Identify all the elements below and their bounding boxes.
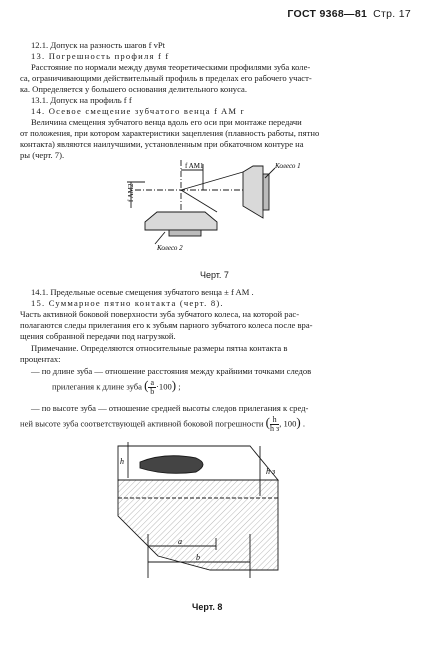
standard-number: ГОСТ 9368—81 (287, 8, 368, 20)
label-h: h (120, 457, 124, 466)
figure-8-caption: Черт. 8 (192, 602, 223, 612)
formula-lead-text: прилегания к длине зуба (52, 381, 142, 392)
section-heading: 15. Суммарное пятно контакта (черт. 8). (31, 298, 224, 308)
label-fam1: f AM1 (185, 162, 204, 170)
wheel-2-hub (169, 230, 201, 236)
cone-line (181, 172, 243, 190)
label-fam2: f AM2 (127, 183, 135, 202)
text-line: 14.1. Предельные осевые смещения зубчатого венца ± f AM . (31, 287, 254, 297)
figure-7-caption: Черт. 7 (200, 270, 229, 280)
paren-open: ( (265, 414, 271, 430)
label-wheel-2: Колесо 2 (157, 244, 183, 252)
section-heading: 14. Осевое смещение зубчатого венца f AM r (31, 106, 245, 116)
paren-close: ) (296, 414, 301, 430)
section-heading: 13. Погрешность профиля f f (31, 51, 170, 61)
text-line: полагаются следы прилегания его к зубьям парного зубчатого колеса после вра- (20, 320, 313, 330)
note-heading: Примечание. Определяются относительные размеры пятна контакта в (31, 343, 288, 353)
text-line: контакта) являются наилучшими, установленным при обкаточном контуре на (20, 139, 304, 149)
cone-line (181, 190, 217, 212)
label-hz: h з (266, 467, 276, 476)
wheel-2-shape (145, 212, 217, 230)
paren-open: ( (144, 377, 149, 393)
fraction-a-b: $\frac{a}{b}$ (150, 378, 155, 396)
text-line: 13.1. Допуск на профиль f f (31, 95, 132, 105)
fraction-h-hz: $\frac{h}{\text{h з}}$ (270, 415, 280, 433)
label-wheel-1: Колесо 1 (275, 162, 301, 170)
text-line: ры (черт. 7). (20, 150, 65, 160)
text-line: от положения, при котором характеристики зацепления (плавность работы, пятно (20, 128, 320, 138)
formula-tail: . (302, 418, 306, 429)
text-line: процентах: (20, 354, 61, 364)
text-line: 12.1. Допуск на разность шагов f vPt (31, 40, 166, 50)
text-line: Часть активной боковой поверхности зуба зубчатого колеса, на которой рас- (20, 309, 300, 319)
text-line: — по длине зуба — отношение расстояния между крайними точками следов (31, 366, 312, 376)
formula-lead-text: ней высоте зуба соответствующей активной боковой погрешности (20, 418, 264, 429)
text-line: ка. Определяется у большего основания делительного конуса. (20, 84, 247, 94)
text-line: Расстояние по нормали между двумя теоретическими профилями зуба коле- (31, 62, 311, 72)
text-line: щения собранной передачи под нагрузкой. (20, 331, 176, 341)
formula-multiplier: , 100 (279, 418, 297, 429)
formula-tail: ; (178, 381, 181, 392)
text-line: — по высоте зуба — отношение средней высоты следов прилегания к сред- (31, 403, 309, 413)
figure-8-drawing (110, 438, 290, 598)
leader-line (155, 232, 165, 244)
formula-multiplier: ·100 (156, 381, 172, 392)
formula-line-1 (52, 379, 411, 396)
page-header (287, 8, 411, 20)
contact-patch (140, 456, 203, 474)
page-number: Стр. 17 (373, 8, 411, 20)
paren-close: ) (171, 377, 177, 393)
text-line: са, ограничивающими действительный профиль в пределах его рабочего участ- (20, 73, 312, 83)
wheel-1-shape (243, 166, 263, 218)
leader-line (265, 168, 275, 178)
figure-7-drawing (125, 160, 315, 260)
label-b: b (196, 553, 200, 562)
label-a: a (178, 537, 182, 546)
text-line: Величина смещения зубчатого венца вдоль его оси при монтаже передачи (31, 117, 302, 127)
formula-line-2 (20, 416, 411, 433)
wheel-1-hub (263, 174, 269, 210)
